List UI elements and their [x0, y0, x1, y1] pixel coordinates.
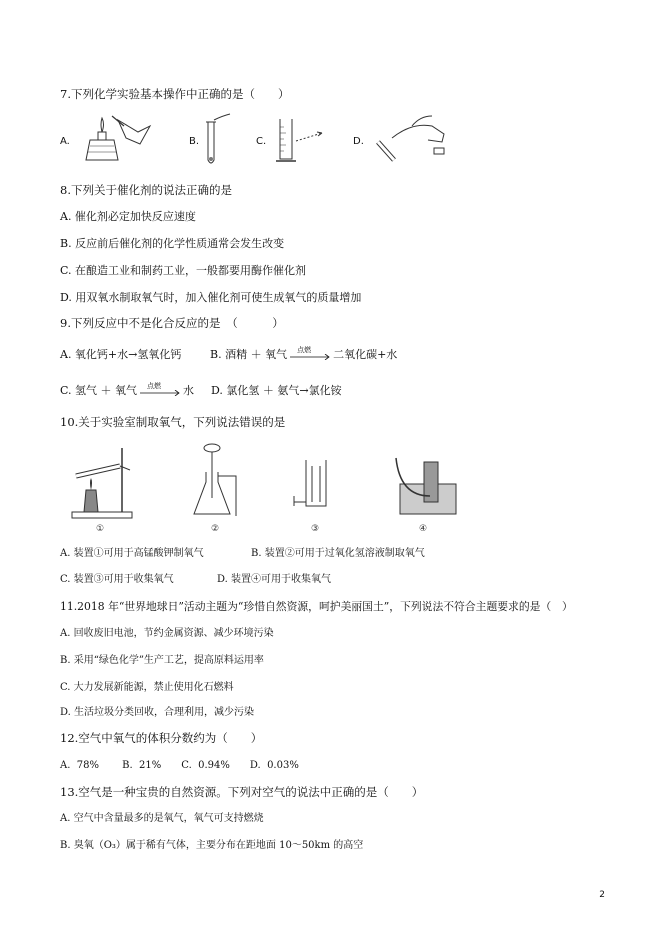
q9-stem: 9.下列反应中不是化合反应的是 （ ）	[60, 316, 284, 330]
q9-option-c	[60, 384, 194, 398]
apparatus-1-caption: ①	[96, 524, 105, 534]
q11-stem: 11.2018 年“世界地球日”活动主题为“珍惜自然资源，呵护美丽国土”，下列说法不符合主题要求的是（ ）	[60, 600, 573, 613]
apparatus-4-water-trough-figure	[394, 456, 460, 522]
q10-stem: 10.关于实验室制取氧气，下列说法错误的是	[60, 415, 286, 429]
apparatus-1-heating-figure	[70, 442, 140, 522]
page-number: 2	[599, 890, 605, 900]
apparatus-2-flask-figure	[190, 442, 250, 522]
q8-option-a: A. 催化剂必定加快反应速度	[60, 210, 196, 223]
q11-option-c: C. 大力发展新能源，禁止使用化石燃料	[60, 682, 234, 693]
q8-stem: 8.下列关于催化剂的说法正确的是	[60, 183, 232, 197]
apparatus-3-caption: ③	[311, 524, 320, 534]
q10-option-d: D. 装置④可用于收集氧气	[217, 574, 332, 585]
q7-stem: 7.下列化学实验基本操作中正确的是（ ）	[60, 87, 290, 101]
apparatus-3-collection-figure	[292, 456, 342, 522]
q7-label-a: A.	[60, 136, 70, 147]
q13-stem: 13.空气是一种宝贵的自然资源。下列对空气的说法中正确的是（ ）	[60, 785, 424, 799]
q9-option-b	[210, 348, 397, 362]
q8-option-d: D. 用双氧水制取氧气时，加入催化剂可使生成氧气的质量增加	[60, 291, 362, 304]
q9-option-d: D. 氯化氢 ＋ 氨气→氯化铵	[211, 384, 342, 397]
pouring-liquid-figure	[372, 108, 452, 166]
q12-stem: 12.空气中氧气的体积分数约为（ ）	[60, 731, 263, 745]
q9-option-b-products: 二氧化碳+水	[333, 348, 398, 361]
test-tube-figure	[200, 112, 240, 167]
q9-option-a: A. 氧化钙+水→氢氧化钙	[60, 348, 182, 361]
condition-label: 点燃	[147, 382, 162, 390]
q7-label-c: C.	[256, 136, 267, 147]
q11-option-d: D. 生活垃圾分类回收，合理利用，减少污染	[60, 707, 255, 718]
q7-label-b: B.	[189, 136, 200, 147]
q10-option-c: C. 装置③可用于收集氧气	[60, 574, 174, 585]
reaction-arrow	[139, 384, 181, 398]
q7-label-d: D.	[353, 136, 364, 147]
q9-option-b-reactants: B. 酒精 ＋ 氧气	[210, 348, 288, 361]
q12-options: A. 78% B. 21% C. 0.94% D. 0.03%	[60, 760, 299, 771]
condition-label: 点燃	[297, 346, 312, 354]
q8-option-c: C. 在酿造工业和制药工业，一般都要用酶作催化剂	[60, 264, 307, 277]
q9-option-c-product: 水	[183, 384, 195, 397]
graduated-cylinder-figure	[270, 115, 330, 165]
arrow-icon	[139, 390, 181, 396]
alcohol-lamp-figure	[78, 112, 158, 162]
apparatus-2-caption: ②	[211, 524, 220, 534]
q11-option-b: B. 采用“绿色化学”生产工艺，提高原料运用率	[60, 655, 264, 666]
q9-option-c-reactants: C. 氢气 ＋ 氧气	[60, 384, 138, 397]
q11-option-a: A. 回收废旧电池，节约金属资源、减少环境污染	[60, 628, 274, 639]
arrow-icon	[289, 354, 331, 360]
q13-option-b: B. 臭氧（O₃）属于稀有气体，主要分布在距地面 10～50km 的高空	[60, 840, 364, 851]
q10-option-b: B. 装置②可用于过氧化氢溶液制取氧气	[251, 548, 425, 559]
q13-option-a: A. 空气中含量最多的是氧气，氧气可支持燃烧	[60, 813, 264, 824]
q10-option-a: A. 装置①可用于高锰酸钾制氧气	[60, 548, 204, 559]
q8-option-b: B. 反应前后催化剂的化学性质通常会发生改变	[60, 237, 285, 250]
reaction-arrow	[289, 348, 331, 362]
apparatus-4-caption: ④	[419, 524, 428, 534]
